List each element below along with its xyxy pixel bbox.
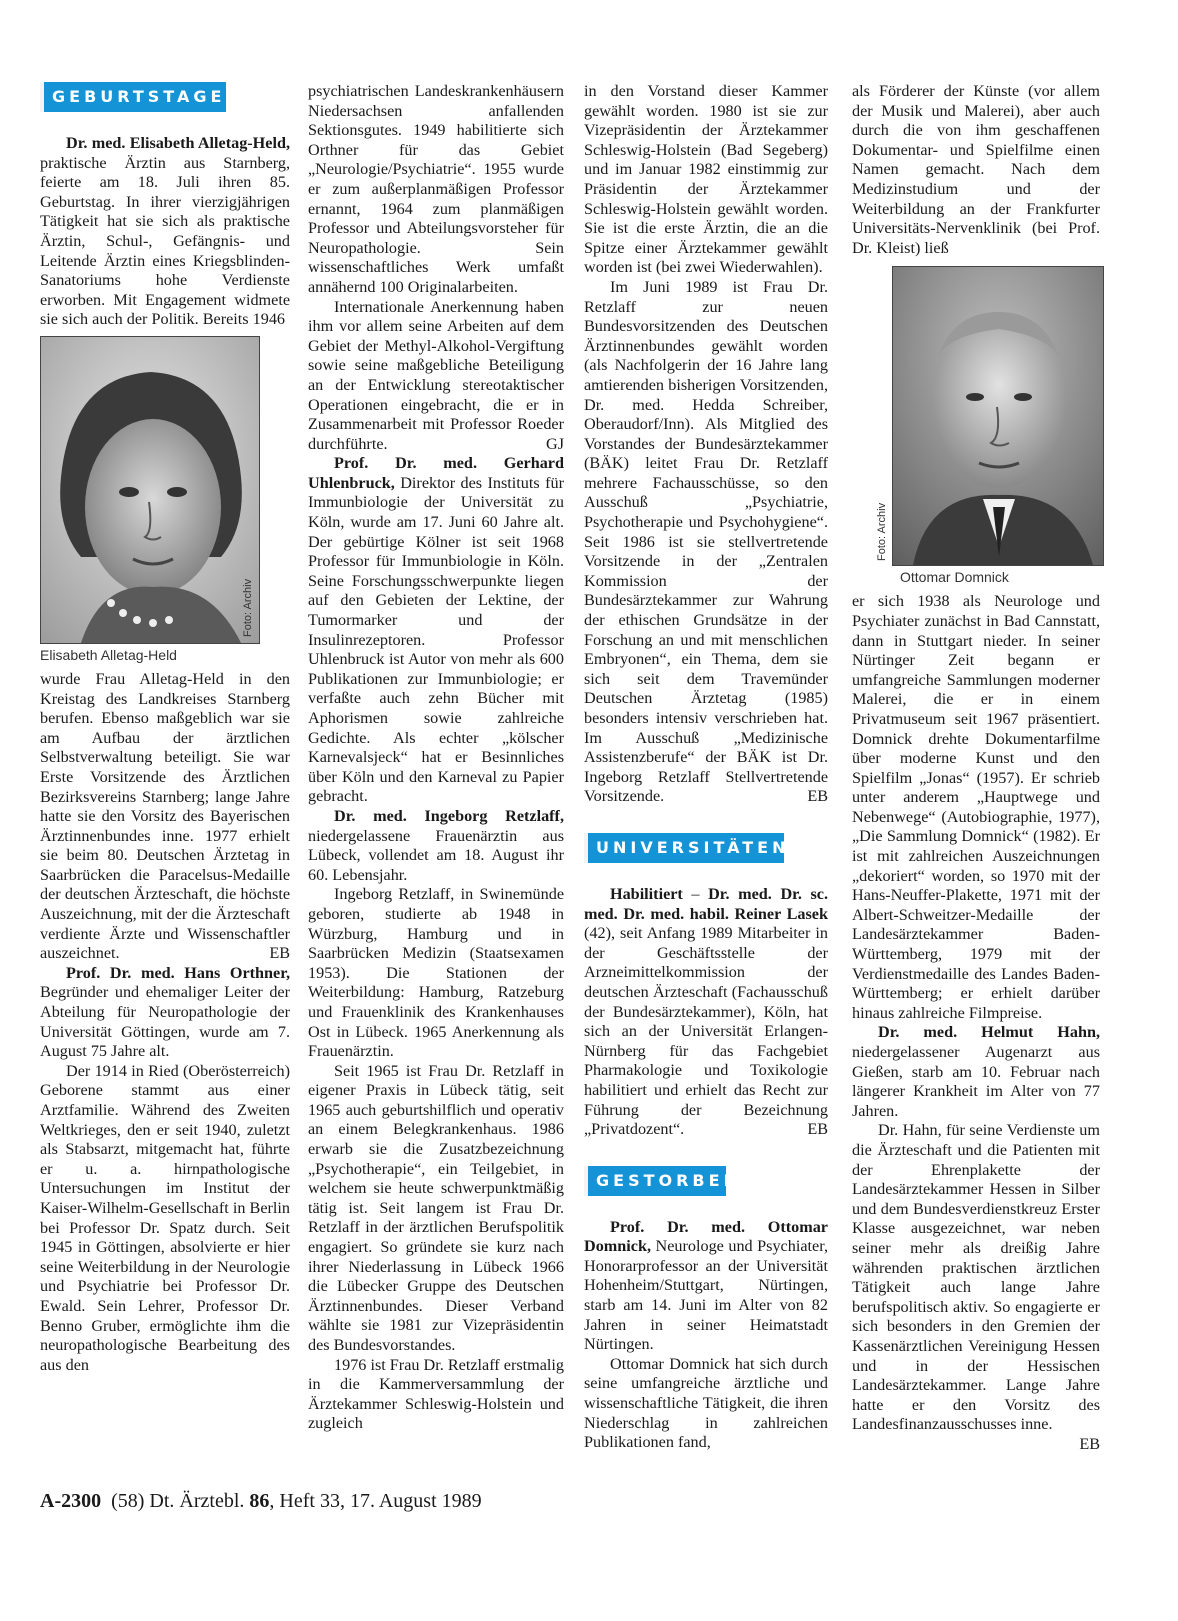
entry-text: als Förderer der Künste (vor allem der Musik und Malerei), aber auch durch die von ihm geschaffenen Dokumentar- und Spielfilme einen Namen gemacht. Nach dem Medizinstudium und der Weiterbildung an der Frankfurter Universitäts-Nervenklinik (bei Prof. Dr. Kleist) ließ xyxy=(852,82,1100,257)
portrait-photo-alletag xyxy=(40,336,260,644)
entry-alletag-held xyxy=(40,134,290,330)
entry-uhlenbruck xyxy=(308,454,564,807)
person-name: Prof. Dr. med. Gerhard Uhlenbruck, xyxy=(308,454,564,492)
entry-text: niedergelassene Frauenärztin aus Lübeck, vollendet am 18. August ihr 60. Lebensjahr. xyxy=(308,826,564,884)
entry-domnick xyxy=(584,1218,828,1355)
section-banner-geburtstage: GEBURTSTAGE xyxy=(40,82,226,112)
entry-label: Habilitiert xyxy=(610,884,683,903)
journal-citation: (58) Dt. Ärztebl. xyxy=(111,1490,250,1512)
entry-text: Dr. Hahn, für seine Verdienste um die Ärzteschaft und die Patienten mit der Ehrenplakette der Landesärztekammer Hessen in Silber und dem Bundesverdienstkreuz Erster Klasse ausgezeichnet, war neben seiner mehr als dreißig Jahre währenden praktischen ärztlichen Tätigkeit auch lange Jahre berufspolitisch aktiv. So engagierte er sich besonders in den Gremien der Kassenärztlichen Vereinigung Hessen und in der Hessischen Landesärztekammer. Lange Jahre hatte er den Vorsitz des Landesfinanzausschusses inne. EB xyxy=(852,1121,1100,1453)
entry-text: Ingeborg Retzlaff, in Swinemünde geboren, studierte ab 1948 in Würzburg, Hamburg und in Saarbrücken Medizin (Staatsexamen 1953). Die Stationen der Weiterbildung: Hamburg, Ratzeburg und Frauenklinik des Krankenhauses Ost in Lübeck. 1965 Anerkennung als Frauenärztin. xyxy=(308,885,564,1061)
photo-caption: Elisabeth Alletag-Held xyxy=(40,646,177,663)
column-4 xyxy=(852,82,1100,1454)
entry-text: Neurologe und Psychiater, Honorarprofessor an der Universität Hohenheim/Stuttgart, Nürtingen, starb am 14. Juni im Alter von 82 Jahren in seiner Heimatstadt Nürtingen. xyxy=(584,1237,828,1354)
author-signature: GJ xyxy=(546,434,564,453)
photo-credit: Foto: Archiv xyxy=(876,503,888,562)
entry-retzlaff xyxy=(308,807,564,885)
entry-hahn xyxy=(852,1023,1100,1121)
entry-text: Der 1914 in Ried (Oberösterreich) Geborene stammt aus einer Arztfamilie. Während des Zweiten Weltkrieges, den er seit 1940, zuletzt als Stabsarzt, mitgemacht hat, führte er u. a. hirnpathologische Untersuchungen im Institut der Kaiser-Wilhelm-Gesellschaft in Berlin bei Professor Dr. Spatz durch. Seit 1945 in Göttingen, absolvierte er hier seine Weiterbildung in der Neurologie und Psychiatrie bei Professor Dr. Ewald. Sein Lehrer, Professor Dr. Benno Gruber, ermöglichte ihm die neuropathologische Bearbeitung des aus den xyxy=(40,1061,290,1374)
entry-text: Im Juni 1989 ist Frau Dr. Retzlaff zur neuen Bundesvorsitzenden des Deutschen Ärztinnenbundes gewählt worden (als Nachfolgerin der 16 Jahre lang amtierenden bisherigen Vorsitzenden, Dr. med. Hedda Schreiber, Oberaudorf/Inn). Als Mitglied des Vorstandes der Bundesärztekammer (BÄK) leitet Frau Dr. Retzlaff mehrere Fachausschüsse, so den Ausschuß „Psychiatrie, Psychotherapie und Psychohygiene“. Seit 1986 ist sie stellvertretende Vorsitzende in der „Zentralen Kommission der Bundesärztekammer zur Wahrung der ethischen Grundsätze in der Forschung an und mit menschlichen Embryonen“, ein Thema, dem sie sich seit dem Travemünder Deutschen Ärztetag (1985) besonders intensiv verschrieben hat. Im Ausschuß „Medizinische Assistenzberufe“ der BÄK ist Dr. Ingeborg Retzlaff Stellvertretende Vorsitzende. EB xyxy=(584,277,828,806)
portrait-photo-domnick xyxy=(876,266,1104,566)
entry-text: Seit 1965 ist Frau Dr. Retzlaff in eigener Praxis in Lübeck tätig, seit 1965 auch geburtshilflich und operativ an einem Belegkrankenhaus. 1986 erwarb sie die Zusatzbezeichnung „Psychotherapie“, ein Teilgebiet, in welchem sie heute schwerpunktmäßig tätig ist. Seit langem ist Frau Dr. Retzlaff in der ärztlichen Berufspolitik engagiert. So gründete sie kurz nach ihrer Niederlassung in Lübeck 1966 die Lübecker Gruppe des Deutschen Ärztinnenbundes. Dieser Verband wählte sie 1981 zur Vizepräsidentin des Bundesvorstandes. xyxy=(308,1061,564,1354)
entry-text: Direktor des Instituts für Immunbiologie der Universität zu Köln, wurde am 17. Juni 60 Jahre alt. Der gebürtige Kölner ist seit 1968 Professor für Immunbiologie in Köln. Seine Forschungsschwerpunkte liegen auf den Gebieten der Lektine, der Tumormarker und der Insulinrezeptoren. Professor Uhlenbruck ist Autor von mehr als 600 Publikationen zur Immunbiologie; er verfaßte auch zehn Bücher mit Aphorismen sowie zahlreiche Gedichte. Als echter „kölscher Karnevalsjeck“ hat er Besinnliches über Köln und den Karneval zu Papier gebracht. xyxy=(308,473,564,806)
column-2 xyxy=(308,82,564,1434)
entry-text: (42), seit Anfang 1989 Mitarbeiter in der Geschäftsstelle der Arzneimittelkommission der deutschen Ärzteschaft (Fachausschuß der Bundesärztekammer), Köln, hat sich an der Universität Erlangen-Nürnberg für das Fachgebiet Pharmakologie und Toxikologie habilitiert und erhielt das Recht zur Führung der Bezeichnung „Privatdozent“. xyxy=(584,924,828,1139)
column-3 xyxy=(584,82,828,1453)
author-signature: EB xyxy=(269,944,290,963)
journal-volume: 86 xyxy=(249,1490,270,1512)
person-name: Dr. med. Dr. sc. med. Dr. med. habil. Reiner Lasek xyxy=(584,884,829,923)
person-name: Dr. med. Helmut Hahn, xyxy=(878,1023,1100,1042)
author-signature: EB xyxy=(1079,1434,1100,1453)
entry-text: Ottomar Domnick hat sich durch seine umfangreiche ärztliche und wissenschaftliche Tätigkeit, die ihren Niederschlag in zahlreichen Publikationen fand, xyxy=(584,1354,828,1452)
author-signature: EB xyxy=(807,1120,828,1139)
photo-caption: Ottomar Domnick xyxy=(900,569,1009,586)
entry-text: er sich 1938 als Neurologe und Psychiater zunächst in Bad Cannstatt, dann in Stuttgart nieder. In seiner Nürtinger Zeit begann er umfangreiche Sammlungen moderner Malerei, die er in einem Privatmuseum seit 1967 präsentiert. Domnick drehte Dokumentarfilme über moderne Kunst und den Spielfilm „Jonas“ (1957). Er schrieb unter anderem „Hauptwege und Nebenwege“ (Autobiographie, 1977), „Die Sammlung Domnick“ (1982). Er ist mit zahlreichen Auszeichnungen „dekoriert“ worden, so 1970 mit der Hans-Neuffer-Plakette, 1971 mit der Albert-Schweitzer-Medaille der Landesärztekammer Baden-Württemberg, 1979 mit der Verdienstmedaille des Landes Baden-Württemberg; er erhielt darüber hinaus zahlreiche Filmpreise. xyxy=(852,592,1100,1022)
photo-credit: Foto: Archiv xyxy=(242,578,254,637)
section-banner-universitaeten: UNIVERSITÄTEN xyxy=(584,833,784,863)
entry-lasek: Habilitiert – Dr. med. Dr. sc. med. Dr. med. habil. Reiner Lasek (42), seit Anfang 1989 Mitarbeiter in der Geschäftsstelle der Arzneimittelkommission der deutschen Ärzteschaft (Fachausschuß der Bundesärztekammer), Köln, hat sich an der Universität Erlangen-Nürnberg für das Fachgebiet Pharmakologie und Toxikologie habilitiert und erhielt das Recht zur Führung der Bezeichnung „Privatdozent“. EB xyxy=(584,884,829,1139)
entry-text: Begründer und ehemaliger Leiter der Abteilung für Neuropathologie der Universität Göttingen, wurde am 7. August 75 Jahre alt. xyxy=(40,983,290,1061)
column-1 xyxy=(40,82,290,1375)
entry-text: niedergelassener Augenarzt aus Gießen, starb am 10. Februar nach längerer Krankheit im Alter von 77 Jahren. xyxy=(852,1043,1100,1120)
page-number: A-2300 xyxy=(40,1490,102,1512)
entry-text: wurde Frau Alletag-Held in den Kreistag des Landkreises Starnberg berufen. Ebenso maßgeblich war sie am Aufbau der ärztlichen Selbstverwaltung beteiligt. Sie war Erste Vorsitzende des Ärztlichen Bezirksvereins Starnberg; lange Jahre hatte sie den Vorsitz des Bayerischen Ärztinnenbundes inne. 1977 erhielt sie beim 80. Deutschen Ärztetag in Saarbrücken die Paracelsus-Medaille der deutschen Ärzteschaft, die höchste Auszeichnung, mit der die Ärzteschaft verdiente Ärzte und Wissenschaftler auszeichnet. EB xyxy=(40,669,290,963)
page-footer xyxy=(40,1490,482,1513)
journal-issue: , Heft 33, 17. August 1989 xyxy=(269,1490,482,1512)
portrait-image xyxy=(41,337,259,643)
person-name: Dr. med. Ingeborg Retzlaff, xyxy=(334,806,564,825)
section-banner-gestorben: GESTORBEN xyxy=(584,1166,726,1196)
entry-text: in den Vorstand dieser Kammer gewählt worden. 1980 ist sie zur Vizepräsidentin der Ärztekammer Schleswig-Holstein (Bad Segeberg) und im Januar 1982 einstimmig zur Präsidentin der Ärztekammer Schleswig-Holstein gewählt worden. Sie ist die erste Ärztin, die an die Spitze einer Ärztekammer gewählt worden ist (bei zwei Wiederwahlen). xyxy=(584,82,828,277)
entry-text: praktische Ärztin aus Starnberg, feierte am 18. Juli ihren 85. Geburtstag. In ihrer vierzigjährigen Tätigkeit hat sie sich als praktische Ärztin, Schul-, Gefängnis- und Leitende Ärztin eines Kriegsblinden-Sanatoriums hohe Verdienste erworben. Mit Engagement widmete sie sich auch der Politik. Bereits 1946 xyxy=(40,153,290,329)
person-name: Prof. Dr. med. Hans Orthner, xyxy=(66,963,290,982)
person-name: Prof. Dr. med. Ottomar Domnick, xyxy=(584,1217,828,1256)
entry-text: 1976 ist Frau Dr. Retzlaff erstmalig in die Kammerversammlung der Ärztekammer Schleswig-Holstein und zugleich xyxy=(308,1355,564,1433)
person-name: Dr. med. Elisabeth Alletag-Held, xyxy=(66,134,290,152)
entry-orthner xyxy=(40,964,290,1062)
portrait-image xyxy=(893,267,1103,565)
author-signature: EB xyxy=(807,787,828,806)
entry-text: Internationale Anerkennung haben ihm vor allem seine Arbeiten auf dem Gebiet der Methyl-Alkohol-Vergiftung sowie seine maßgebliche Beteiligung an der Entwicklung stereotaktischer Operationen eingebracht, die er in Zusammenarbeit mit Professor Roeder durchführte. GJ xyxy=(308,297,564,453)
entry-text: psychiatrischen Landeskrankenhäusern Niedersachsen anfallenden Sektionsgutes. 1949 habilitierte sich Orthner für das Gebiet „Neurologie/Psychiatrie“. 1955 wurde er zum außerplanmäßigen Professor ernannt, 1964 zum planmäßigen Professor und Abteilungsvorsteher für Neuropathologie. Sein wissenschaftliches Werk umfaßt annähernd 100 Originalarbeiten. xyxy=(308,82,564,296)
